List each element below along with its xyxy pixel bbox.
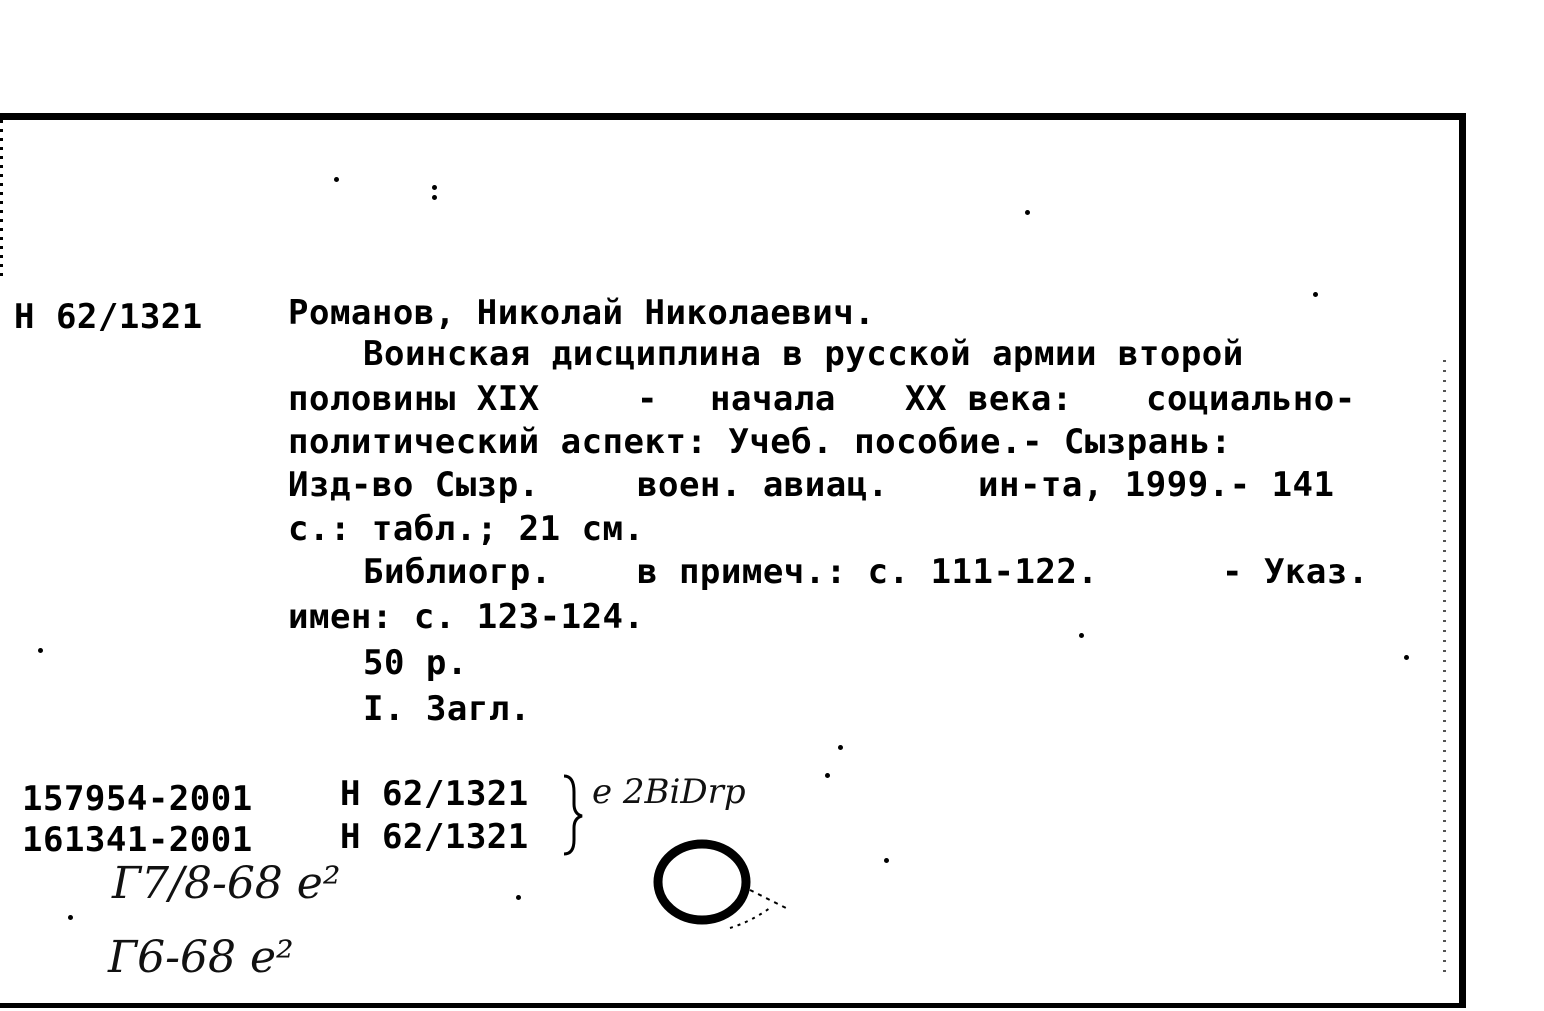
handwritten-note-2: Г6-68 e² bbox=[108, 932, 294, 983]
bibliography-note-c: - Указ. bbox=[1222, 552, 1369, 592]
speck bbox=[432, 195, 437, 200]
stamp-circle bbox=[640, 830, 810, 950]
bibliography-note-b: в примеч.: с. 111-122. bbox=[637, 552, 1099, 592]
card-right-edge-marks bbox=[1443, 360, 1446, 980]
title-line-2d: XX века: bbox=[905, 379, 1073, 419]
handwritten-note-top: e 2BiDrp bbox=[592, 772, 746, 812]
title-line-2b: - bbox=[637, 379, 658, 419]
inventory-number-1: 157954-2001 bbox=[22, 779, 253, 819]
imprint-line-a: Изд-во Сызр. bbox=[288, 465, 540, 505]
title-line-2e: социально- bbox=[1146, 379, 1356, 419]
speck bbox=[68, 915, 73, 920]
author-heading: Романов, Николай Николаевич. bbox=[288, 293, 876, 333]
speck bbox=[432, 185, 437, 190]
speck bbox=[825, 773, 830, 778]
title-line-2a: половины XIX bbox=[288, 379, 540, 419]
physical-description: с.: табл.; 21 см. bbox=[288, 509, 645, 549]
inventory-number-2: 161341-2001 bbox=[22, 820, 253, 860]
speck bbox=[1079, 633, 1084, 638]
inventory-code-1: Н 62/1321 bbox=[340, 774, 529, 814]
speck bbox=[1313, 292, 1318, 297]
bibliography-note-a: Библиогр. bbox=[363, 552, 552, 592]
price: 50 р. bbox=[363, 643, 468, 683]
title-line-2c: начала bbox=[710, 379, 836, 419]
shelfmark: Н 62/1321 bbox=[14, 297, 203, 337]
speck bbox=[334, 177, 339, 182]
imprint-line-c: ин-та, 1999.- 141 bbox=[978, 465, 1335, 505]
title-line-1: Воинская дисциплина в русской армии второй bbox=[363, 334, 1244, 374]
speck bbox=[838, 745, 843, 750]
brace-mark bbox=[560, 770, 590, 860]
speck bbox=[516, 895, 521, 900]
card-left-edge bbox=[0, 120, 3, 280]
title-entry: I. Загл. bbox=[363, 689, 531, 729]
title-line-3: политический аспект: Учеб. пособие.- Сызрань: bbox=[288, 422, 1232, 462]
speck bbox=[1404, 655, 1409, 660]
speck bbox=[38, 648, 43, 653]
speck bbox=[884, 858, 889, 863]
index-note: имен: с. 123-124. bbox=[288, 597, 645, 637]
speck bbox=[1025, 210, 1030, 215]
imprint-line-b: воен. авиац. bbox=[637, 465, 889, 505]
handwritten-note-1: Г7/8-68 e² bbox=[112, 858, 341, 909]
inventory-code-2: Н 62/1321 bbox=[340, 817, 529, 857]
